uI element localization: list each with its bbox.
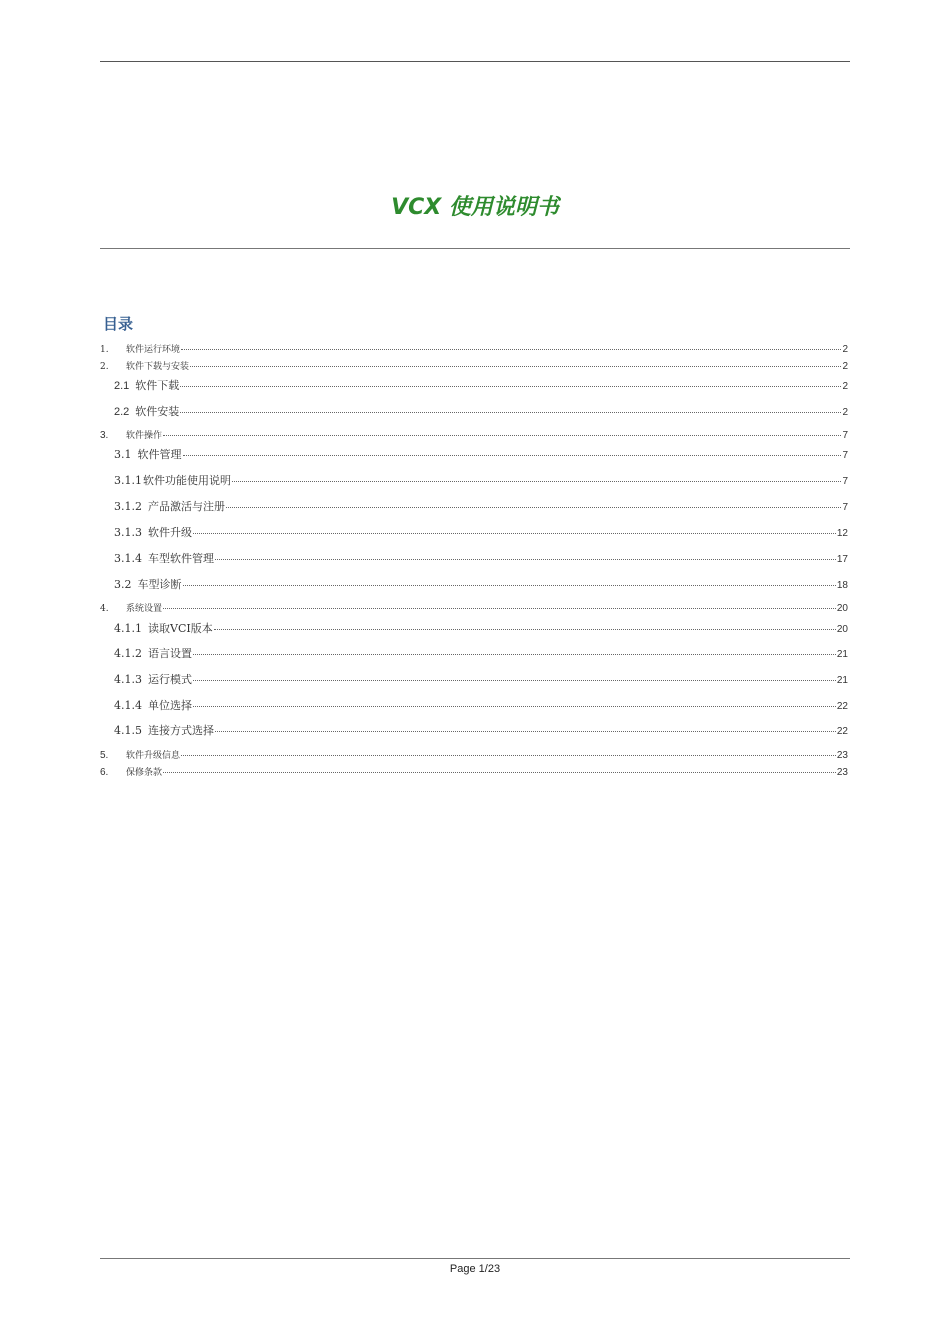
toc-entry-label: 读取VCI版本 [148, 622, 213, 635]
toc-leader [190, 366, 841, 367]
toc-entry[interactable] [100, 671, 848, 687]
toc-entry-number: 2. [100, 362, 109, 372]
toc-leader [214, 629, 836, 630]
toc-entry-page: 18 [836, 580, 848, 591]
toc-entry-label: 软件下载与安装 [126, 362, 190, 372]
toc-entry[interactable] [100, 620, 848, 636]
toc-entry[interactable] [100, 472, 848, 488]
toc-entry-label: 软件管理 [137, 448, 182, 461]
toc-entry-label: 软件功能使用说明 [143, 474, 231, 487]
toc-entry-page: 21 [836, 675, 848, 686]
toc-entry[interactable] [100, 765, 848, 778]
toc-leader [163, 435, 841, 436]
toc-leader [180, 412, 841, 413]
toc-entry[interactable] [100, 377, 848, 393]
toc-entry-page: 20 [836, 603, 848, 614]
footer-rule [100, 1258, 850, 1259]
toc-entry-number: 4.1.4 [114, 699, 142, 712]
toc-entry-number: 3.1.2 [114, 500, 142, 513]
toc-entry-label: 产品激活与注册 [148, 500, 225, 513]
toc-entry-label: 软件运行环境 [126, 345, 181, 355]
toc-entry[interactable] [100, 446, 848, 462]
toc-leader [183, 585, 836, 586]
toc-entry-page: 7 [842, 450, 848, 461]
toc-entry-number: 2.1 [114, 380, 130, 392]
toc-leader [215, 559, 836, 560]
toc-entry[interactable] [100, 550, 848, 566]
toc-entry-label: 软件安装 [135, 405, 180, 418]
toc-leader [181, 349, 841, 350]
toc-entry-number: 5. [100, 750, 109, 761]
toc-entry[interactable] [100, 748, 848, 761]
toc-entry-page: 2 [842, 361, 848, 372]
toc-entry-page: 17 [836, 554, 848, 565]
toc-leader [163, 772, 836, 773]
toc-entry-page: 7 [842, 430, 848, 441]
toc-leader [215, 731, 836, 732]
toc-entry-page: 7 [842, 476, 848, 487]
toc-entry-label: 系统设置 [126, 604, 163, 614]
toc-entry-number: 3.1 [114, 448, 132, 461]
toc-entry-label: 软件升级信息 [126, 751, 181, 761]
toc-leader [226, 507, 841, 508]
toc-entry-number: 2.2 [114, 406, 130, 418]
toc-entry[interactable] [100, 403, 848, 419]
toc-entry[interactable] [100, 722, 848, 738]
toc-entry[interactable] [100, 359, 848, 372]
toc-entry-number: 4.1.2 [114, 647, 142, 660]
toc-entry-number: 3.2 [114, 578, 132, 591]
toc-entry[interactable] [100, 576, 848, 592]
toc-entry-page: 2 [842, 407, 848, 418]
toc-entry-page: 22 [836, 701, 848, 712]
toc-entry-number: 4.1.3 [114, 673, 142, 686]
toc-entry[interactable] [100, 697, 848, 713]
toc-leader [193, 654, 836, 655]
toc-entry-page: 23 [836, 750, 848, 761]
toc-leader [193, 533, 836, 534]
title-rule [100, 248, 850, 249]
toc-entry[interactable] [100, 342, 848, 355]
toc-entry-label: 单位选择 [148, 699, 192, 712]
toc-entry-label: 软件升级 [148, 526, 192, 539]
toc-leader [193, 706, 836, 707]
toc-entry[interactable] [100, 428, 848, 441]
toc-entry-label: 运行模式 [148, 673, 192, 686]
toc-entry-page: 23 [836, 767, 848, 778]
toc-entry-number: 6. [100, 767, 109, 778]
toc-entry-number: 4.1.5 [114, 724, 142, 737]
document-title: VCX 使用说明书 [391, 195, 559, 220]
toc-leader [183, 455, 842, 456]
toc-entry-label: 语言设置 [148, 647, 192, 660]
toc-heading: 目录 [103, 315, 134, 333]
toc-entry-number: 3. [100, 430, 109, 441]
toc-leader [180, 386, 841, 387]
toc-entry-label: 车型诊断 [137, 578, 182, 591]
header-rule [100, 61, 850, 62]
toc-entry[interactable] [100, 601, 848, 614]
toc-entry-label: 车型软件管理 [148, 552, 214, 565]
toc-entry[interactable] [100, 498, 848, 514]
toc-entry-number: 1. [100, 345, 109, 355]
toc-leader [232, 481, 841, 482]
toc-entry-number: 3.1.4 [114, 552, 142, 565]
toc-entry-page: 21 [836, 649, 848, 660]
toc-entry-number: 4.1.1 [114, 622, 142, 635]
toc-entry-page: 12 [836, 528, 848, 539]
toc-entry-page: 22 [836, 726, 848, 737]
toc-entry-label: 软件操作 [126, 431, 163, 441]
toc-entry[interactable] [100, 645, 848, 661]
toc-leader [193, 680, 836, 681]
toc-entry-number: 3.1.1 [114, 474, 142, 487]
toc-leader [181, 755, 836, 756]
toc-entry-page: 7 [842, 502, 848, 513]
toc-entry-label: 保修条款 [126, 768, 163, 778]
toc-entry-label: 连接方式选择 [148, 724, 214, 737]
toc-entry-number: 3.1.3 [114, 526, 142, 539]
toc-entry-page: 20 [836, 624, 848, 635]
toc-leader [163, 608, 836, 609]
toc-entry-label: 软件下载 [135, 379, 180, 392]
toc-entry[interactable] [100, 524, 848, 540]
page-number-footer: Page 1/23 [449, 1263, 501, 1275]
toc-entry-page: 2 [842, 381, 848, 392]
toc-entry-page: 2 [842, 344, 848, 355]
toc-entry-number: 4. [100, 604, 109, 614]
